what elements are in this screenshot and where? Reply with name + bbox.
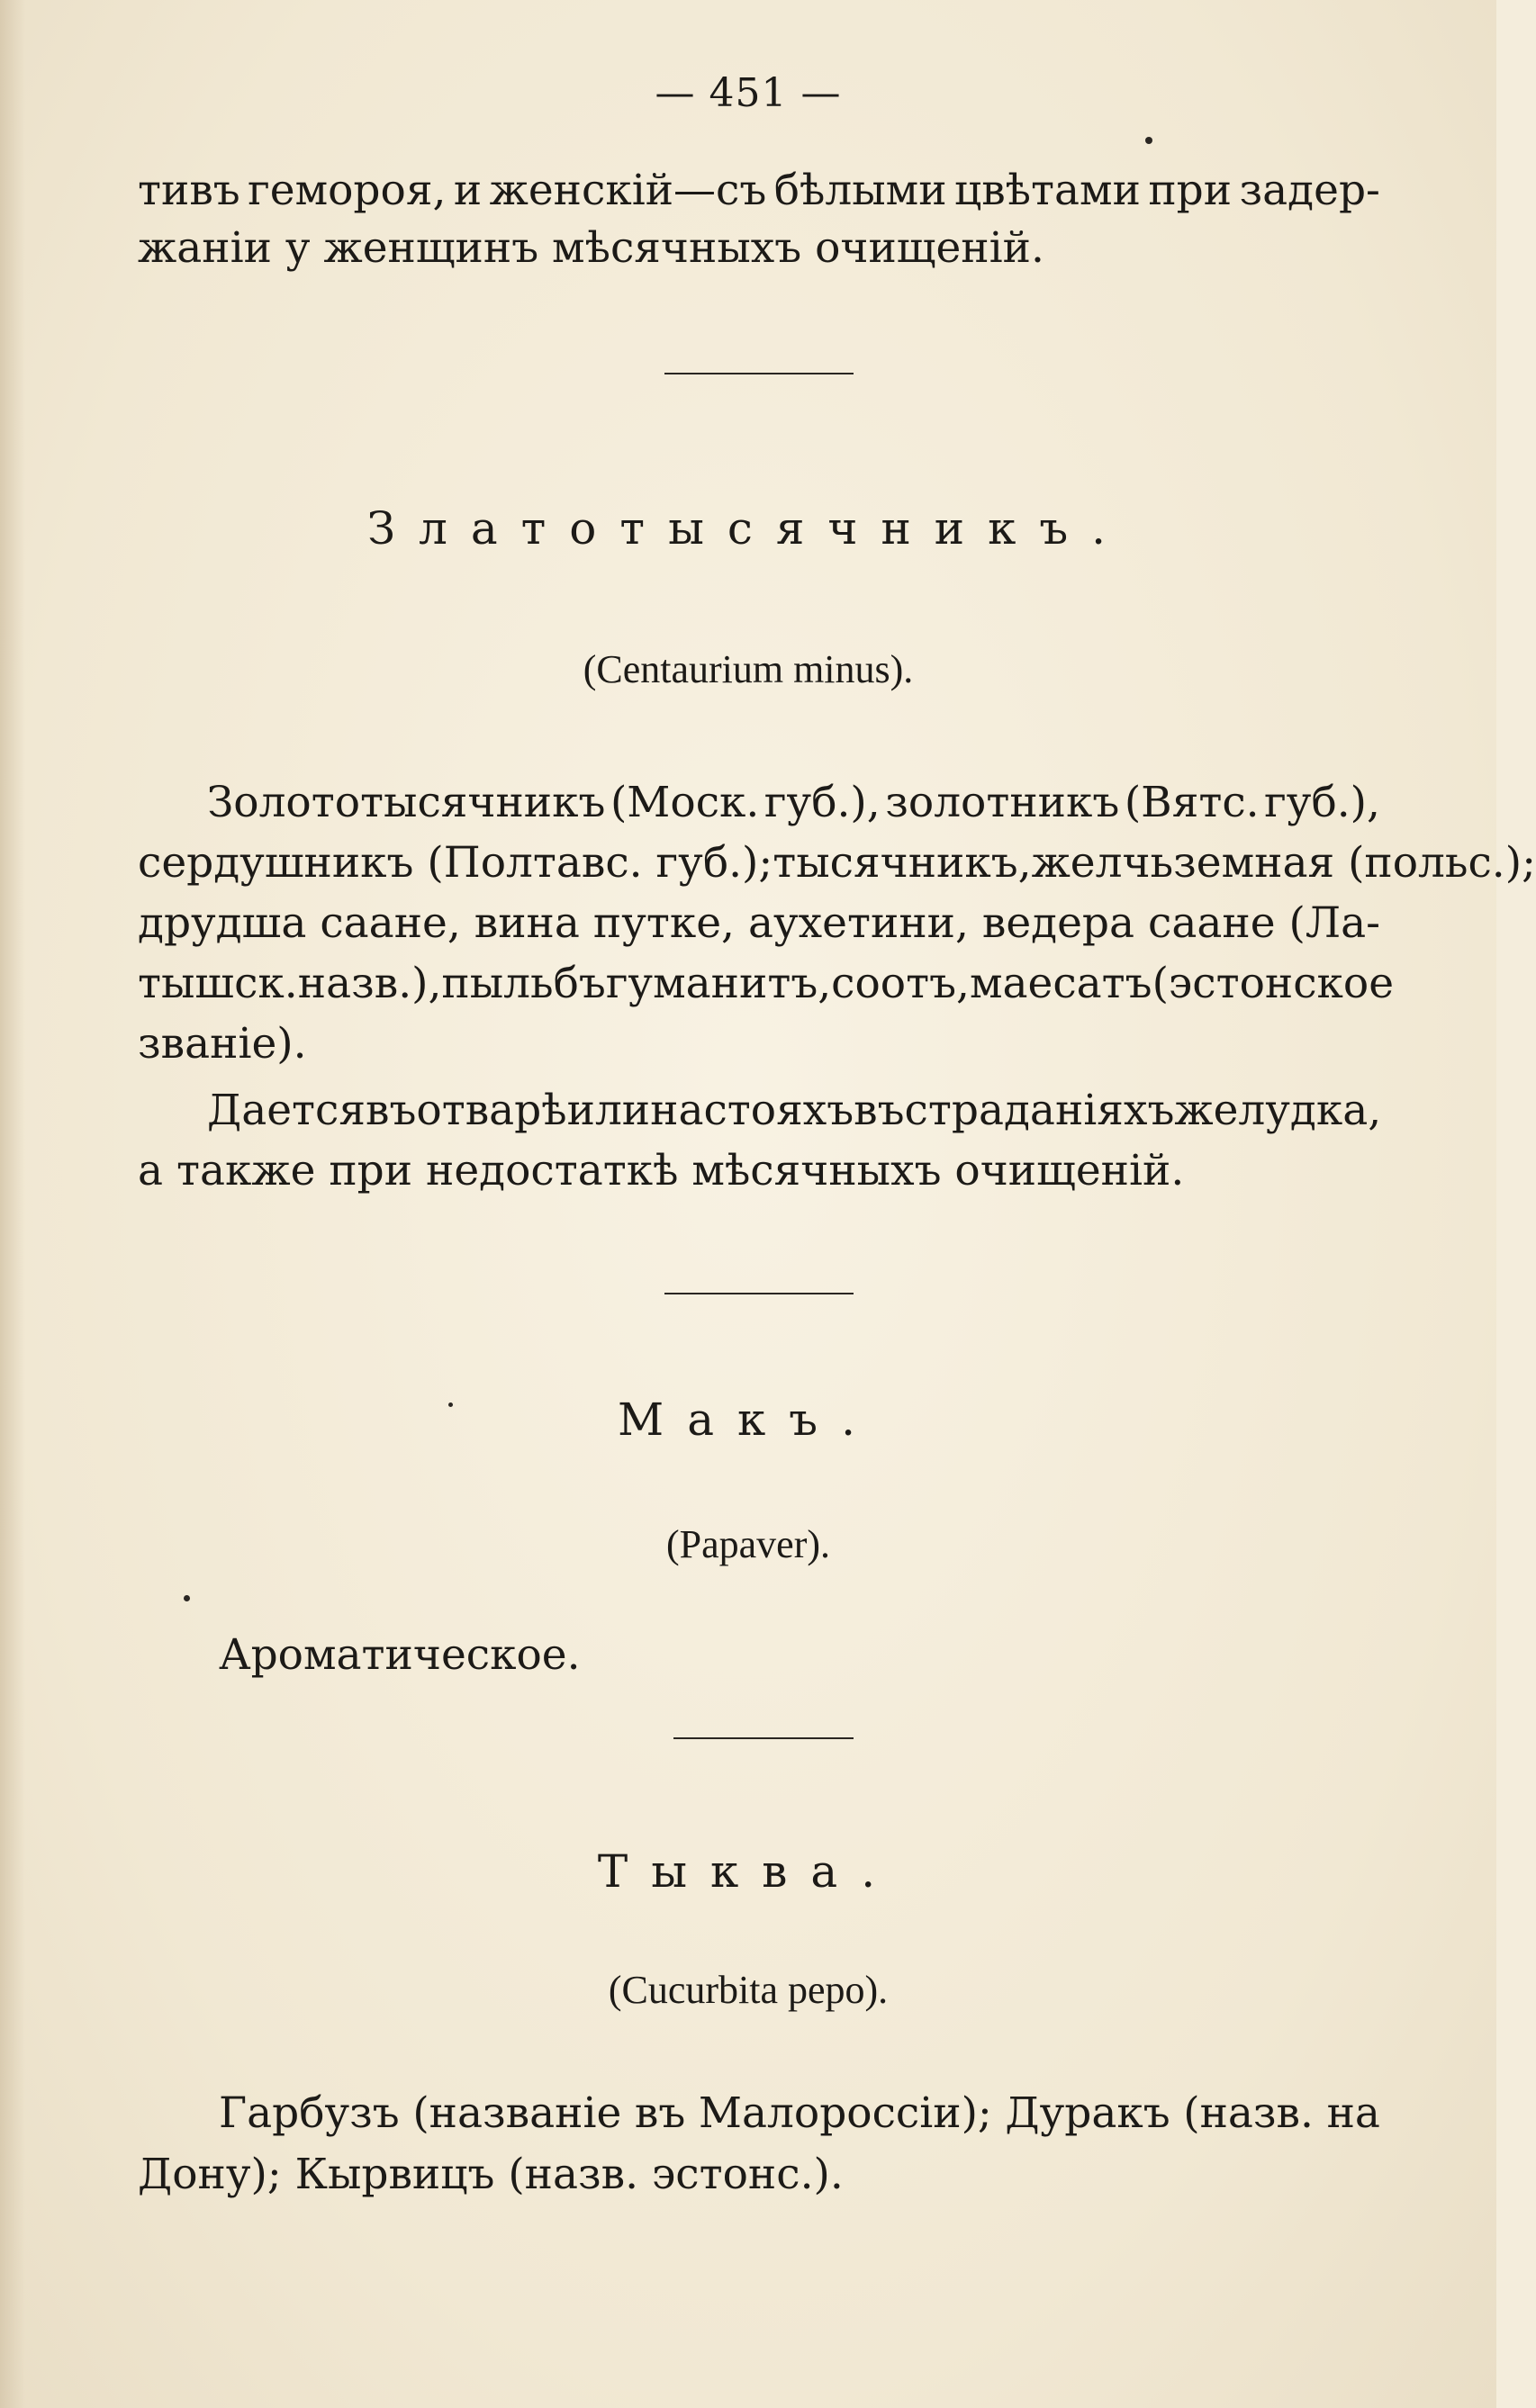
word: или xyxy=(566,1086,651,1135)
word: Дается xyxy=(207,1086,366,1135)
text-line xyxy=(207,778,1380,827)
word: (Моск. xyxy=(610,778,760,827)
word: бѣлыми xyxy=(773,166,947,215)
word: гуманитъ, xyxy=(605,959,832,1008)
text-line xyxy=(138,959,1395,1008)
text-line: Дону); Кырвицъ (назв. эстонс.). xyxy=(138,2150,844,2199)
word: желчь xyxy=(1031,838,1174,888)
word: на xyxy=(1326,2088,1380,2138)
word: Золототысячникъ xyxy=(207,778,606,827)
word: въ xyxy=(634,2088,686,2138)
word: ведера xyxy=(981,898,1135,948)
word: настояхъ xyxy=(650,1086,854,1135)
word: (Ла- xyxy=(1288,898,1380,948)
word: золотникъ xyxy=(885,778,1120,827)
word: Гарбузъ xyxy=(219,2088,400,2138)
word: Дуракъ xyxy=(1005,2088,1170,2138)
text-line: а также при недостаткѣ мѣсячныхъ очищеній. xyxy=(138,1146,1185,1195)
text-line xyxy=(138,898,1380,948)
word: сердушникъ (Полтавс. губ.); xyxy=(138,838,773,888)
page-edge-shadow xyxy=(0,0,25,2408)
word: земная (польс.); xyxy=(1173,838,1536,888)
word: аухетини, xyxy=(748,898,969,948)
word: друдша xyxy=(138,898,307,948)
section-divider xyxy=(673,1737,854,1739)
word: соотъ, xyxy=(831,959,970,1008)
text-line: Ароматическое. xyxy=(219,1630,581,1680)
ink-speck xyxy=(1145,137,1152,144)
text-line xyxy=(219,2088,1380,2138)
section-divider xyxy=(664,1293,854,1294)
text-line xyxy=(138,166,1380,215)
latin-name: (Centaurium minus). xyxy=(583,647,914,691)
ink-speck xyxy=(184,1595,190,1601)
section-divider xyxy=(664,373,854,374)
word: вина xyxy=(474,898,580,948)
word: тысячникъ, xyxy=(773,838,1032,888)
word: тивъ xyxy=(138,166,240,215)
word: губ.), xyxy=(1264,778,1380,827)
word: тышск. xyxy=(138,959,298,1008)
word: назв.), xyxy=(297,959,442,1008)
word: пыльбъ xyxy=(441,959,606,1008)
word: при xyxy=(1148,166,1233,215)
entry-title: Тыква. xyxy=(597,1845,899,1898)
word: страданіяхъ xyxy=(904,1086,1175,1135)
word: (названіе xyxy=(412,2088,622,2138)
word: въ xyxy=(366,1086,417,1135)
entry-title: Макъ. xyxy=(618,1393,879,1446)
text-line xyxy=(207,1086,1382,1135)
text-line: званіе). xyxy=(138,1019,307,1069)
text-line: жаніи у женщинъ мѣсячныхъ очищеній. xyxy=(138,223,1044,273)
latin-name: (Cucurbita pepo). xyxy=(608,1968,889,2012)
word: саане xyxy=(1148,898,1276,948)
word: Малороссіи); xyxy=(698,2088,992,2138)
latin-name: (Papaver). xyxy=(665,1522,830,1566)
word: (Вятс. xyxy=(1124,778,1260,827)
word: въ xyxy=(854,1086,905,1135)
entry-title: Златотысячникъ. xyxy=(366,502,1130,555)
ink-speck xyxy=(448,1402,453,1407)
page-number: — 451 — xyxy=(655,70,842,116)
word: желудка, xyxy=(1174,1086,1382,1135)
word: отварѣ xyxy=(416,1086,567,1135)
word: задер- xyxy=(1239,166,1380,215)
word: саане, xyxy=(320,898,461,948)
word: (назв. xyxy=(1183,2088,1314,2138)
word: цвѣтами xyxy=(953,166,1141,215)
word: гемороя, xyxy=(248,166,447,215)
text-line xyxy=(138,838,1536,888)
word: маесатъ xyxy=(969,959,1152,1008)
word: губ.), xyxy=(763,778,881,827)
word: (эстонское xyxy=(1152,959,1395,1008)
word: путке, xyxy=(592,898,736,948)
word: женскій—съ xyxy=(489,166,767,215)
word: и xyxy=(453,166,483,215)
